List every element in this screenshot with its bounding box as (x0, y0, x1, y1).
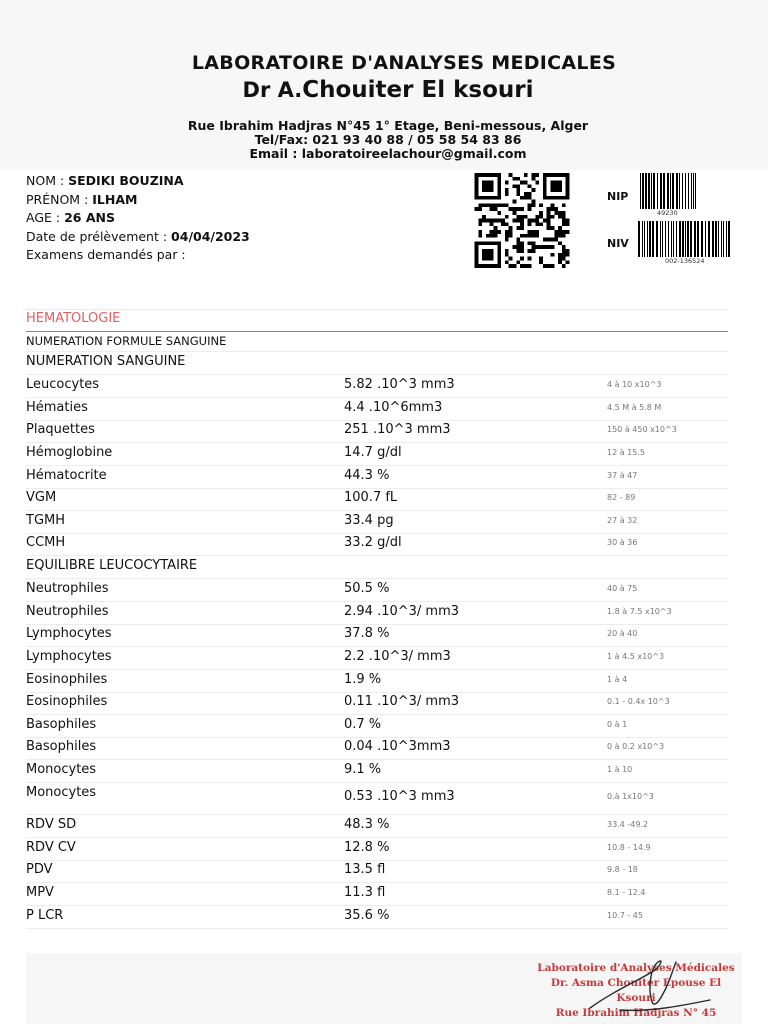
table-row (26, 883, 728, 906)
test-name: Leucocytes (26, 377, 100, 392)
table-row (26, 715, 728, 738)
niv-value: 002-136524 (665, 257, 705, 265)
reference-range: 10.8 - 14.9 (607, 843, 651, 852)
test-name: PDV (26, 862, 53, 877)
reference-range: 20 à 40 (607, 629, 638, 638)
reference-range: 0.à 1x10^3 (607, 792, 654, 801)
date-label: Date de prélèvement : (26, 228, 172, 244)
age-label: AGE : (26, 210, 65, 225)
test-value: 14.7 g/dl (344, 445, 402, 460)
reference-range: 12 à 15.5 (607, 448, 645, 457)
reference-range: 0 à 0.2 x10^3 (607, 742, 665, 751)
age-value: 26 ANS (64, 210, 115, 225)
test-value: 5.82 .10^3 mm3 (344, 377, 455, 392)
test-name: P LCR (26, 908, 64, 923)
lab-doctor (0, 77, 768, 103)
test-name: Monocytes (26, 785, 97, 800)
test-value: 100.7 fL (344, 490, 398, 505)
reference-range: 4.5 M à 5.8 M (607, 403, 662, 412)
patient-prenom (26, 191, 250, 210)
test-value: 0.7 % (344, 717, 382, 732)
table-row (26, 692, 728, 715)
reference-range: 30 à 36 (607, 538, 638, 547)
reference-range: 150 à 450 x10^3 (607, 425, 677, 434)
reference-range: 9.8 - 18 (607, 865, 638, 874)
test-name: Basophiles (26, 739, 97, 754)
test-name: CCMH (26, 535, 66, 550)
section-title: HEMATOLOGIE (26, 311, 121, 326)
nip-barcode-icon (640, 173, 700, 209)
table-row (26, 466, 728, 489)
test-value: 9.1 % (344, 762, 382, 777)
table-row (26, 906, 728, 929)
reference-range: 4 à 10 x10^3 (607, 380, 662, 389)
patient-examens: Examens demandés par : (26, 247, 186, 262)
doctor-prefix: Dr A. (242, 78, 303, 102)
reference-range: 0.1 - 0.4x 10^3 (607, 697, 670, 706)
test-name: VGM (26, 490, 57, 505)
table-row (26, 670, 728, 693)
table-row (26, 375, 728, 398)
reference-range: 0 à 1 (607, 720, 628, 729)
test-name: Eosinophiles (26, 694, 108, 709)
test-value: 251 .10^3 mm3 (344, 422, 451, 437)
prenom-label: PRÉNOM : (26, 191, 93, 207)
reference-range: 82 - 89 (607, 493, 636, 502)
doctor-name: Chouiter El ksouri (302, 77, 534, 103)
test-name: Eosinophiles (26, 672, 108, 687)
table-row (26, 737, 728, 760)
divider (26, 309, 728, 310)
table-row (26, 579, 728, 602)
stamp-line-1: Laboratoire d'Analyses Médicales (537, 962, 735, 974)
test-value: 2.94 .10^3/ mm3 (344, 604, 460, 619)
test-value: 12.8 % (344, 840, 390, 855)
test-name: RDV SD (26, 817, 77, 832)
test-value: 50.5 % (344, 581, 390, 596)
table-row (26, 860, 728, 883)
test-value: 0.04 .10^3mm3 (344, 739, 451, 754)
reference-range: 40 à 75 (607, 584, 638, 593)
lab-title: LABORATOIRE D'ANALYSES MEDICALES (191, 52, 617, 74)
test-name: Hémoglobine (26, 445, 113, 460)
table-row (26, 420, 728, 443)
test-name: RDV CV (26, 840, 76, 855)
table-group-header (26, 352, 728, 375)
test-value: 48.3 % (344, 817, 390, 832)
lab-header (0, 0, 768, 170)
test-value: 11.3 fl (344, 885, 386, 900)
test-name: Monocytes (26, 762, 97, 777)
section-subtitle-row (26, 333, 728, 352)
test-name: Basophiles (26, 717, 97, 732)
test-name: Lymphocytes (26, 649, 112, 664)
test-value: 13.5 fl (344, 862, 386, 877)
patient-date (26, 228, 250, 247)
nom-value: SEDIKI BOUZINA (68, 173, 184, 188)
lab-phone: Tel/Fax: 021 93 40 88 / 05 58 54 83 86 (254, 132, 522, 147)
test-name: Lymphocytes (26, 626, 112, 641)
reference-range: 1 à 10 (607, 765, 633, 774)
table-row (26, 533, 728, 556)
test-name: Neutrophiles (26, 604, 109, 619)
date-value: 04/04/2023 (171, 228, 250, 244)
patient-info (26, 172, 250, 265)
test-name: NUMERATION SANGUINE (26, 354, 186, 369)
nom-label: NOM : (26, 173, 69, 188)
test-name: EQUILIBRE LEUCOCYTAIRE (26, 558, 198, 573)
test-name: MPV (26, 885, 54, 900)
test-name: TGMH (26, 513, 66, 528)
stamp-line-2: Dr. Asma Chouiter Epouse El Ksouri (550, 977, 722, 1004)
section-divider (26, 331, 728, 332)
table-group-header (26, 556, 728, 579)
test-value: 1.9 % (344, 672, 382, 687)
reference-range: 1 à 4 (607, 675, 628, 684)
reference-range: 1 à 4.5 x10^3 (607, 652, 665, 661)
test-value: 33.4 pg (344, 513, 394, 528)
lab-email: Email : laboratoireelachour@gmail.com (249, 146, 527, 161)
reference-range: 33.4 -49.2 (607, 820, 649, 829)
table-row (26, 783, 728, 815)
section-subtitle: NUMERATION FORMULE SANGUINE (26, 334, 227, 348)
test-value: 0.11 .10^3/ mm3 (344, 694, 460, 709)
table-row (26, 760, 728, 783)
test-name: Plaquettes (26, 422, 95, 437)
test-name: Neutrophiles (26, 581, 109, 596)
niv-label: NIV (607, 237, 629, 250)
table-row (26, 815, 728, 838)
reference-range: 10.7 - 45 (607, 911, 643, 920)
test-name: Hématocrite (26, 468, 107, 483)
reference-range: 37 à 47 (607, 471, 638, 480)
signature-icon (560, 950, 720, 1020)
patient-age (26, 209, 250, 228)
table-row (26, 511, 728, 534)
niv-barcode-icon (638, 221, 733, 257)
lab-address: Rue Ibrahim Hadjras N°45 1° Etage, Beni-messous, Alger (187, 118, 589, 133)
table-row (26, 624, 728, 647)
test-value: 35.6 % (344, 908, 390, 923)
reference-range: 8.1 - 12.4 (607, 888, 646, 897)
test-value: 33.2 g/dl (344, 535, 402, 550)
test-value: 2.2 .10^3/ mm3 (344, 649, 451, 664)
nip-value: 49230 (657, 209, 678, 217)
table-row (26, 443, 728, 466)
table-row (26, 488, 728, 511)
table-row (26, 647, 728, 670)
stamp-line-3: Rue Ibrahim Hadjras N° 45 (555, 1007, 717, 1019)
table-row (26, 398, 728, 421)
test-name: Hématies (26, 400, 88, 415)
test-value: 4.4 .10^6mm3 (344, 400, 443, 415)
prenom-value: ILHAM (92, 191, 138, 207)
qr-code-icon (472, 173, 572, 268)
nip-label: NIP (607, 190, 629, 203)
table-row (26, 602, 728, 625)
test-value: 37.8 % (344, 626, 390, 641)
test-value: 0.53 .10^3 mm3 (344, 789, 455, 804)
reference-range: 1.8 à 7.5 x10^3 (607, 607, 672, 616)
patient-nom (26, 172, 250, 191)
test-value: 44.3 % (344, 468, 390, 483)
reference-range: 27 à 32 (607, 516, 638, 525)
table-row (26, 838, 728, 861)
